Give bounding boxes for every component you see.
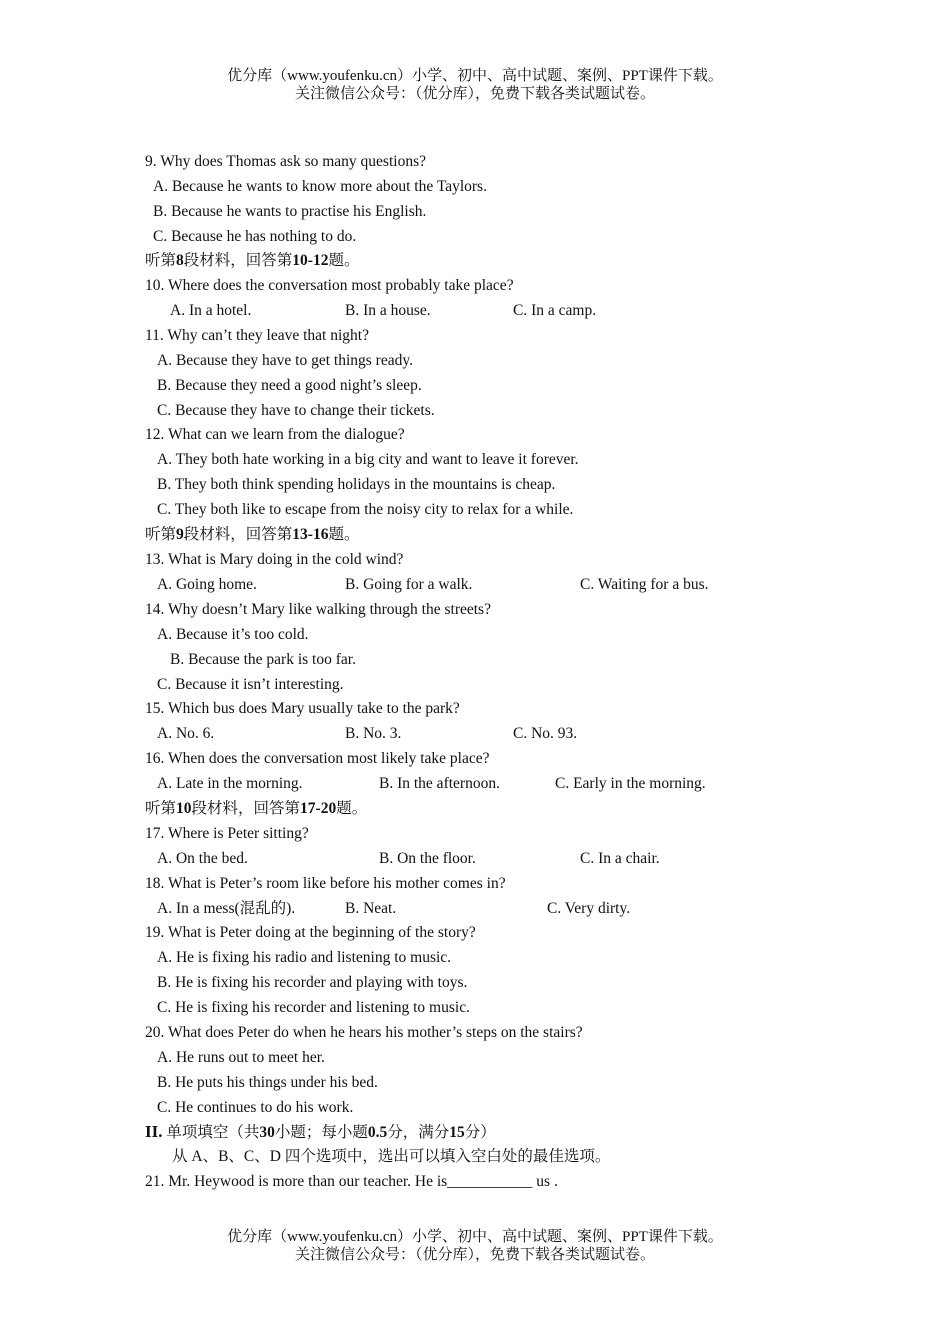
question-15-stem: 15. Which bus does Mary usually take to the park? — [145, 700, 460, 717]
question-17-option-a: A. On the bed. — [157, 850, 248, 867]
question-14-option-b: B. Because the park is too far. — [170, 651, 356, 668]
question-13-stem: 13. What is Mary doing in the cold wind? — [145, 551, 404, 568]
question-13-option-c: C. Waiting for a bus. — [580, 576, 709, 593]
header-line-1: 优分库（www.youfenku.cn）小学、初中、高中试题、案例、PPT课件下载。 — [227, 68, 723, 84]
question-21-stem: 21. Mr. Heywood is more than our teacher. He is___________ us . — [145, 1173, 558, 1190]
footer-line-2: 关注微信公众号：（优分库），免费下载各类试题试卷。 — [294, 1247, 655, 1263]
question-18-option-c: C. Very dirty. — [547, 900, 631, 917]
question-18-stem: 18. What is Peter’s room like before his mother comes in? — [145, 875, 506, 892]
question-16-option-b: B. In the afternoon. — [379, 775, 500, 792]
question-14-stem: 14. Why doesn’t Mary like walking through the streets? — [145, 601, 491, 618]
question-18-option-b: B. Neat. — [345, 900, 397, 917]
question-16-option-a: A. Late in the morning. — [157, 775, 303, 792]
question-19-option-a: A. He is fixing his radio and listening to music. — [157, 949, 452, 966]
question-11-option-b: B. Because they need a good night’s sleep. — [157, 377, 422, 394]
question-20-stem: 20. What does Peter do when he hears his mother’s steps on the stairs? — [145, 1024, 583, 1041]
section-10-heading: 听第10段材料，回答第17-20题。 — [145, 800, 368, 817]
question-9-option-c: C. Because he has nothing to do. — [153, 228, 357, 245]
question-15-option-b: B. No. 3. — [345, 725, 402, 742]
question-14-option-c: C. Because it isn’t interesting. — [157, 676, 344, 693]
question-17-option-b: B. On the floor. — [379, 850, 476, 867]
question-20-option-a: A. He runs out to meet her. — [157, 1049, 325, 1066]
question-10-option-a: A. In a hotel. — [170, 302, 252, 319]
question-19-option-c: C. He is fixing his recorder and listening to music. — [157, 999, 470, 1016]
question-19-option-b: B. He is fixing his recorder and playing with toys. — [157, 974, 468, 991]
question-18-option-a: A. In a mess(混乱的). — [157, 900, 296, 917]
question-11-stem: 11. Why can’t they leave that night? — [145, 327, 369, 344]
question-13-option-b: B. Going for a walk. — [345, 576, 473, 593]
question-9-stem: 9. Why does Thomas ask so many questions? — [145, 153, 426, 170]
question-12-stem: 12. What can we learn from the dialogue? — [145, 426, 405, 443]
question-12-option-b: B. They both think spending holidays in the mountains is cheap. — [157, 476, 556, 493]
question-15-option-c: C. No. 93. — [513, 725, 578, 742]
question-10-option-b: B. In a house. — [345, 302, 431, 319]
question-11-option-a: A. Because they have to get things ready. — [157, 352, 413, 369]
page-header — [0, 67, 950, 103]
question-15-option-a: A. No. 6. — [157, 725, 215, 742]
question-19-stem: 19. What is Peter doing at the beginning of the story? — [145, 924, 476, 941]
section-8-heading: 听第8段材料，回答第10-12题。 — [145, 252, 360, 269]
question-17-stem: 17. Where is Peter sitting? — [145, 825, 309, 842]
question-9-option-a: A. Because he wants to know more about the Taylors. — [153, 178, 487, 195]
section-9-heading: 听第9段材料，回答第13-16题。 — [145, 526, 360, 543]
part-2-heading: II. 单项填空（共30小题；每小题0.5分，满分15分） — [145, 1122, 496, 1141]
question-12-option-a: A. They both hate working in a big city and want to leave it forever. — [157, 451, 579, 468]
question-16-option-c: C. Early in the morning. — [555, 775, 706, 792]
page-footer — [0, 1228, 950, 1264]
question-10-stem: 10. Where does the conversation most probably take place? — [145, 277, 514, 294]
question-17-option-c: C. In a chair. — [580, 850, 660, 867]
question-13-option-a: A. Going home. — [157, 576, 257, 593]
question-16-stem: 16. When does the conversation most likely take place? — [145, 750, 490, 767]
question-11-option-c: C. Because they have to change their tickets. — [157, 402, 435, 419]
footer-line-1: 优分库（www.youfenku.cn）小学、初中、高中试题、案例、PPT课件下载。 — [227, 1229, 723, 1245]
header-line-2: 关注微信公众号：（优分库），免费下载各类试题试卷。 — [294, 86, 655, 102]
question-10-option-c: C. In a camp. — [513, 302, 597, 319]
question-9-option-b: B. Because he wants to practise his English. — [153, 203, 427, 220]
part-2-instruction: 从 A、B、C、D 四个选项中，选出可以填入空白处的最佳选项。 — [172, 1148, 611, 1165]
question-14-option-a: A. Because it’s too cold. — [157, 626, 309, 643]
question-20-option-b: B. He puts his things under his bed. — [157, 1074, 378, 1091]
question-20-option-c: C. He continues to do his work. — [157, 1099, 354, 1116]
question-12-option-c: C. They both like to escape from the noisy city to relax for a while. — [157, 501, 574, 518]
